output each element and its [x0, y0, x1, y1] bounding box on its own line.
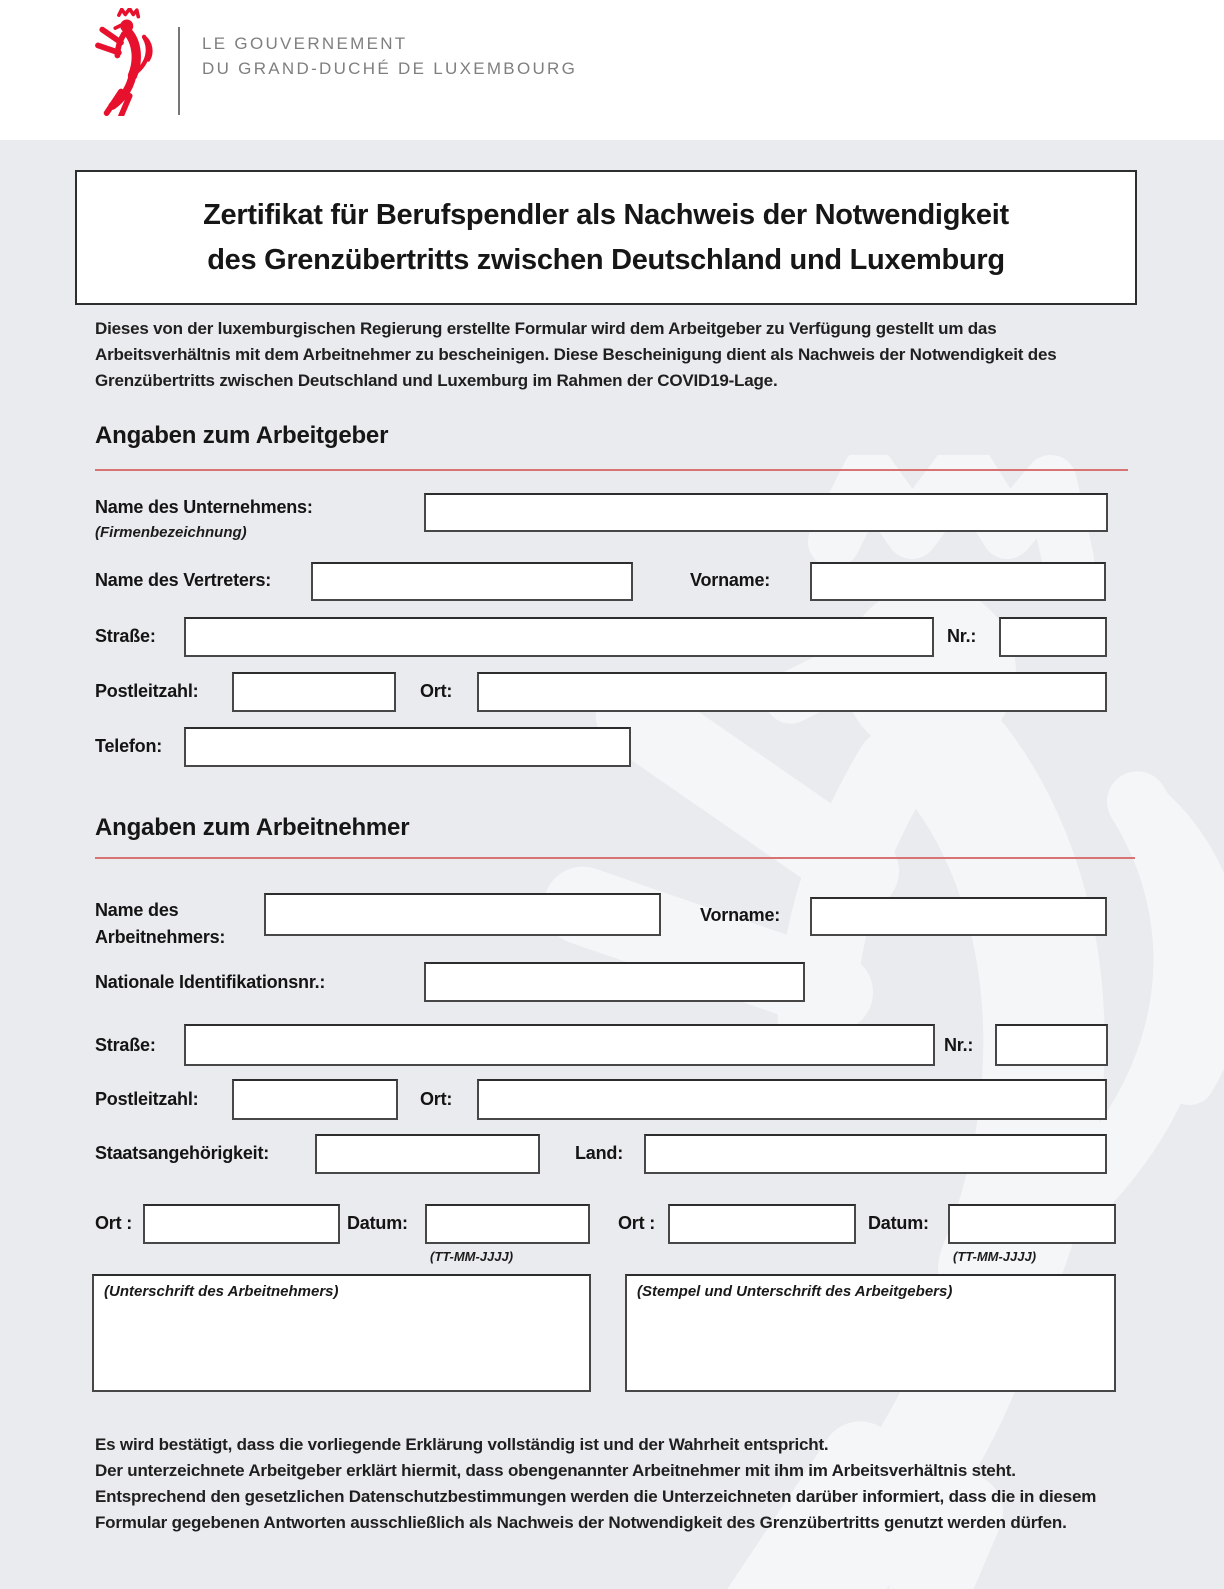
declaration-paragraph — [95, 1432, 1103, 1536]
employee-city-input[interactable] — [477, 1079, 1107, 1120]
employee-house-number-input[interactable] — [995, 1024, 1108, 1066]
logo-divider — [178, 27, 180, 115]
employer-street-input[interactable] — [184, 617, 934, 657]
employee-city-label: Ort: — [420, 1089, 453, 1109]
declaration-line: Es wird bestätigt, dass die vorliegende Erklärung vollständig ist und der Wahrheit entspricht. — [95, 1435, 829, 1454]
employee-firstname-label: Vorname: — [700, 905, 781, 925]
employee-name-input[interactable] — [264, 893, 661, 936]
employer-place-label: Ort : — [618, 1213, 655, 1233]
government-wordmark — [202, 31, 577, 81]
employer-signature-box[interactable] — [625, 1274, 1116, 1392]
employer-representative-name-input[interactable] — [311, 562, 633, 601]
employee-postal-code-label: Postleitzahl: — [95, 1089, 199, 1109]
employee-date-format-hint: (TT-MM-JJJJ) — [430, 1249, 514, 1264]
employee-place-label: Ort : — [95, 1213, 132, 1233]
employee-place-input[interactable] — [143, 1204, 340, 1244]
employer-house-number-label: Nr.: — [947, 626, 977, 646]
employer-signature-box-label: (Stempel und Unterschrift des Arbeitgebers) — [637, 1283, 953, 1300]
employer-street-label: Straße: — [95, 626, 156, 646]
employee-house-number-label: Nr.: — [944, 1035, 974, 1055]
form-title-line2: des Grenzübertritts zwischen Deutschland und Luxemburg — [207, 243, 1005, 276]
employee-national-id-input[interactable] — [424, 962, 805, 1002]
employer-firstname-input[interactable] — [810, 562, 1106, 601]
employee-name-label: Name des Arbeitnehmers: — [95, 900, 226, 947]
employee-signature-box-label: (Unterschrift des Arbeitnehmers) — [104, 1283, 339, 1300]
employer-firstname-label: Vorname: — [690, 570, 771, 590]
employee-date-input[interactable] — [425, 1204, 590, 1244]
employer-date-format-hint: (TT-MM-JJJJ) — [953, 1249, 1037, 1264]
employee-national-id-label: Nationale Identifikationsnr.: — [95, 972, 326, 992]
employer-date-label: Datum: — [868, 1213, 929, 1233]
employee-nationality-input[interactable] — [315, 1134, 540, 1174]
employee-country-input[interactable] — [644, 1134, 1107, 1174]
employer-company-name-input[interactable] — [424, 493, 1108, 532]
employee-street-label: Straße: — [95, 1035, 156, 1055]
employee-date-label: Datum: — [347, 1213, 408, 1233]
company-name-label: Name des Unternehmens: — [95, 497, 313, 517]
employer-house-number-input[interactable] — [999, 617, 1107, 657]
luxembourg-lion-logo-icon — [84, 8, 158, 116]
employer-city-input[interactable] — [477, 672, 1107, 712]
header — [0, 0, 1224, 140]
employee-firstname-input[interactable] — [810, 897, 1107, 936]
employer-place-input[interactable] — [668, 1204, 856, 1244]
employee-section-rule — [95, 857, 1135, 859]
employee-country-label: Land: — [575, 1143, 623, 1163]
employee-section-heading: Angaben zum Arbeitnehmer — [95, 814, 410, 841]
employer-postal-code-input[interactable] — [232, 672, 396, 712]
employer-date-input[interactable] — [948, 1204, 1116, 1244]
declaration-line: Der unterzeichnete Arbeitgeber erklärt hiermit, dass obengenannter Arbeitnehmer mit ihm im Arbeitsverhältnis steht. — [95, 1461, 1016, 1480]
company-name-sublabel: (Firmenbezeichnung) — [95, 524, 247, 541]
government-wordmark-line2: DU GRAND-DUCHÉ DE LUXEMBOURG — [202, 59, 578, 78]
employee-street-input[interactable] — [184, 1024, 935, 1066]
employer-postal-code-label: Postleitzahl: — [95, 681, 199, 701]
intro-paragraph: Dieses von der luxemburgischen Regierung erstellte Formular wird dem Arbeitgeber zu Verfügung gestellt um das Arbeitsverhältnis mit dem Arbeitnehmer zu bescheinigen. Diese Bescheinigung dient als Nachweis der Notwendigkeit des Grenzübertritts zwischen Deutschland und Luxemburg im Rahmen der COVID19-Lage. — [95, 319, 1057, 390]
employer-section-heading: Angaben zum Arbeitgeber — [95, 422, 389, 449]
employee-signature-box[interactable] — [92, 1274, 591, 1392]
government-wordmark-line1: LE GOUVERNEMENT — [202, 34, 408, 53]
declaration-line: Entsprechend den gesetzlichen Datenschutzbestimmungen werden die Unterzeichneten darüber informiert, dass die in diesem Formular gegebenen Antworten ausschließlich als Nachweis der Notwendigkeit des Grenzübertritts genutzt werden dürfen. — [95, 1487, 1097, 1532]
employee-nationality-label: Staatsangehörigkeit: — [95, 1143, 270, 1163]
form-title — [75, 170, 1137, 305]
employee-postal-code-input[interactable] — [232, 1079, 398, 1120]
representative-name-label: Name des Vertreters: — [95, 570, 272, 590]
employer-phone-input[interactable] — [184, 727, 631, 767]
employer-city-label: Ort: — [420, 681, 453, 701]
form-title-line1: Zertifikat für Berufspendler als Nachweis der Notwendigkeit — [203, 198, 1009, 231]
employer-phone-label: Telefon: — [95, 736, 163, 756]
employer-section-rule — [95, 469, 1128, 471]
